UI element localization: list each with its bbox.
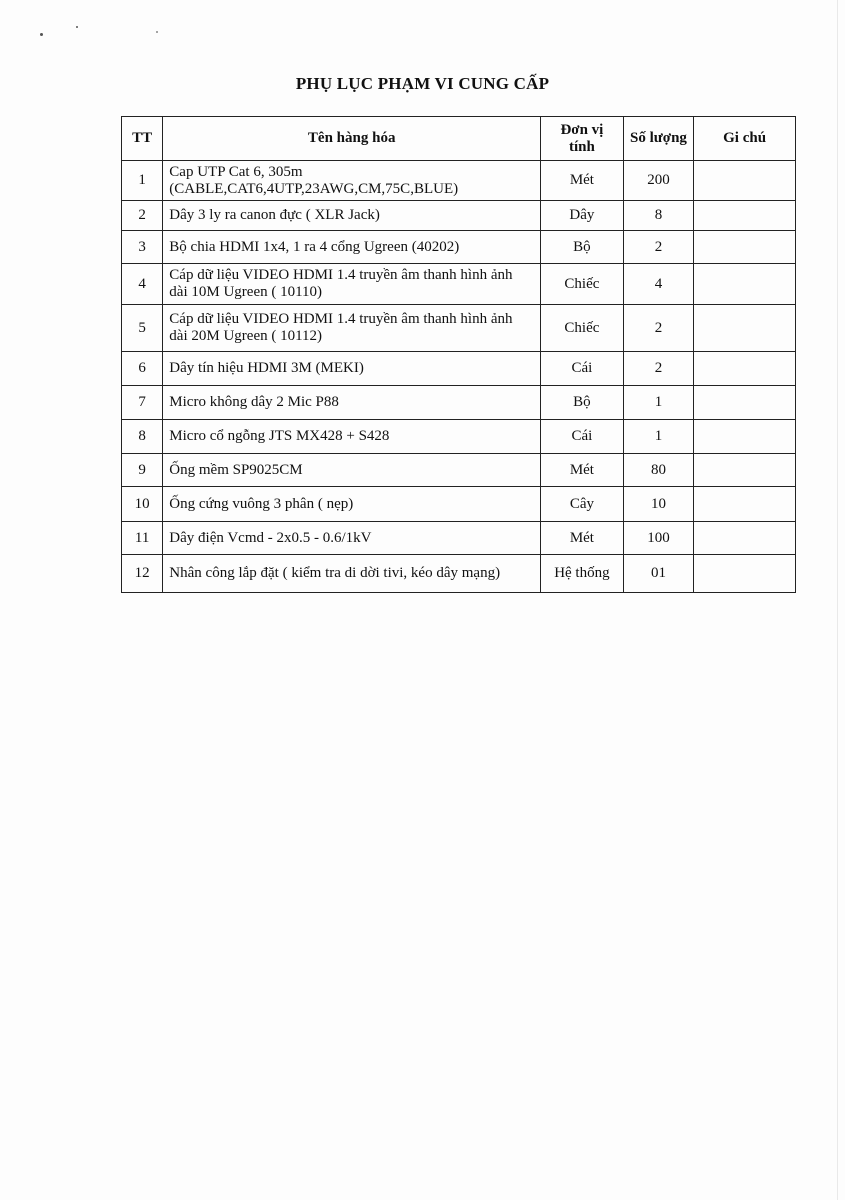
cell-qty: 80	[623, 454, 694, 487]
cell-name: Cáp dữ liệu VIDEO HDMI 1.4 truyền âm thanh hình ảnh dài 20M Ugreen ( 10112)	[163, 305, 541, 352]
scan-edge-line	[837, 0, 838, 1200]
table-row	[122, 352, 796, 386]
cell-name: Cap UTP Cat 6, 305m (CABLE,CAT6,4UTP,23AWG,CM,75C,BLUE)	[163, 161, 541, 201]
cell-note	[694, 454, 796, 487]
cell-name: Ống mềm SP9025CM	[163, 454, 541, 487]
cell-name: Micro cổ ngỗng JTS MX428 + S428	[163, 420, 541, 454]
cell-tt: 3	[122, 231, 163, 264]
header-unit: Đơn vị tính	[541, 117, 624, 161]
cell-tt: 9	[122, 454, 163, 487]
scan-speck	[40, 33, 43, 36]
cell-unit: Bộ	[541, 386, 624, 420]
cell-unit: Mét	[541, 454, 624, 487]
cell-tt: 7	[122, 386, 163, 420]
cell-qty: 01	[623, 555, 694, 593]
cell-note	[694, 555, 796, 593]
cell-unit: Bộ	[541, 231, 624, 264]
cell-qty: 8	[623, 201, 694, 231]
cell-tt: 11	[122, 522, 163, 555]
cell-tt: 10	[122, 487, 163, 522]
cell-qty: 4	[623, 264, 694, 305]
cell-note	[694, 201, 796, 231]
header-name: Tên hàng hóa	[163, 117, 541, 161]
cell-unit: Cái	[541, 352, 624, 386]
table-row	[122, 264, 796, 305]
header-note: Gi chú	[694, 117, 796, 161]
cell-name: Dây tín hiệu HDMI 3M (MEKI)	[163, 352, 541, 386]
cell-note	[694, 305, 796, 352]
table-row	[122, 305, 796, 352]
cell-note	[694, 352, 796, 386]
cell-unit: Cây	[541, 487, 624, 522]
scan-speck	[156, 31, 158, 33]
cell-name: Nhân công lắp đặt ( kiểm tra di dời tivi, kéo dây mạng)	[163, 555, 541, 593]
header-tt: TT	[122, 117, 163, 161]
cell-note	[694, 264, 796, 305]
table-row	[122, 386, 796, 420]
cell-tt: 5	[122, 305, 163, 352]
table-row	[122, 420, 796, 454]
cell-unit: Hệ thống	[541, 555, 624, 593]
cell-unit: Mét	[541, 161, 624, 201]
table-row	[122, 522, 796, 555]
cell-unit: Mét	[541, 522, 624, 555]
cell-note	[694, 161, 796, 201]
cell-tt: 6	[122, 352, 163, 386]
cell-name: Ống cứng vuông 3 phân ( nẹp)	[163, 487, 541, 522]
cell-tt: 12	[122, 555, 163, 593]
cell-unit: Cái	[541, 420, 624, 454]
cell-note	[694, 420, 796, 454]
supply-scope-table	[121, 116, 796, 593]
cell-note	[694, 487, 796, 522]
cell-name: Dây 3 ly ra canon đực ( XLR Jack)	[163, 201, 541, 231]
cell-tt: 4	[122, 264, 163, 305]
scan-speck	[76, 26, 78, 28]
table-header-row	[122, 117, 796, 161]
table-row	[122, 487, 796, 522]
page-title: PHỤ LỤC PHẠM VI CUNG CẤP	[295, 74, 550, 93]
cell-unit: Chiếc	[541, 305, 624, 352]
table-row	[122, 555, 796, 593]
cell-tt: 1	[122, 161, 163, 201]
table-row	[122, 231, 796, 264]
table-row	[122, 161, 796, 201]
cell-qty: 1	[623, 386, 694, 420]
cell-unit: Chiếc	[541, 264, 624, 305]
cell-qty: 2	[623, 352, 694, 386]
cell-note	[694, 522, 796, 555]
cell-qty: 2	[623, 231, 694, 264]
cell-qty: 2	[623, 305, 694, 352]
cell-note	[694, 386, 796, 420]
header-qty: Số lượng	[623, 117, 694, 161]
cell-unit: Dây	[541, 201, 624, 231]
cell-name: Dây điện Vcmd - 2x0.5 - 0.6/1kV	[163, 522, 541, 555]
cell-name: Cáp dữ liệu VIDEO HDMI 1.4 truyền âm thanh hình ảnh dài 10M Ugreen ( 10110)	[163, 264, 541, 305]
cell-qty: 10	[623, 487, 694, 522]
table-row	[122, 454, 796, 487]
cell-qty: 1	[623, 420, 694, 454]
cell-name: Bộ chia HDMI 1x4, 1 ra 4 cổng Ugreen (40202)	[163, 231, 541, 264]
table-row	[122, 201, 796, 231]
cell-tt: 2	[122, 201, 163, 231]
cell-note	[694, 231, 796, 264]
cell-qty: 100	[623, 522, 694, 555]
cell-name: Micro không dây 2 Mic P88	[163, 386, 541, 420]
cell-qty: 200	[623, 161, 694, 201]
cell-tt: 8	[122, 420, 163, 454]
